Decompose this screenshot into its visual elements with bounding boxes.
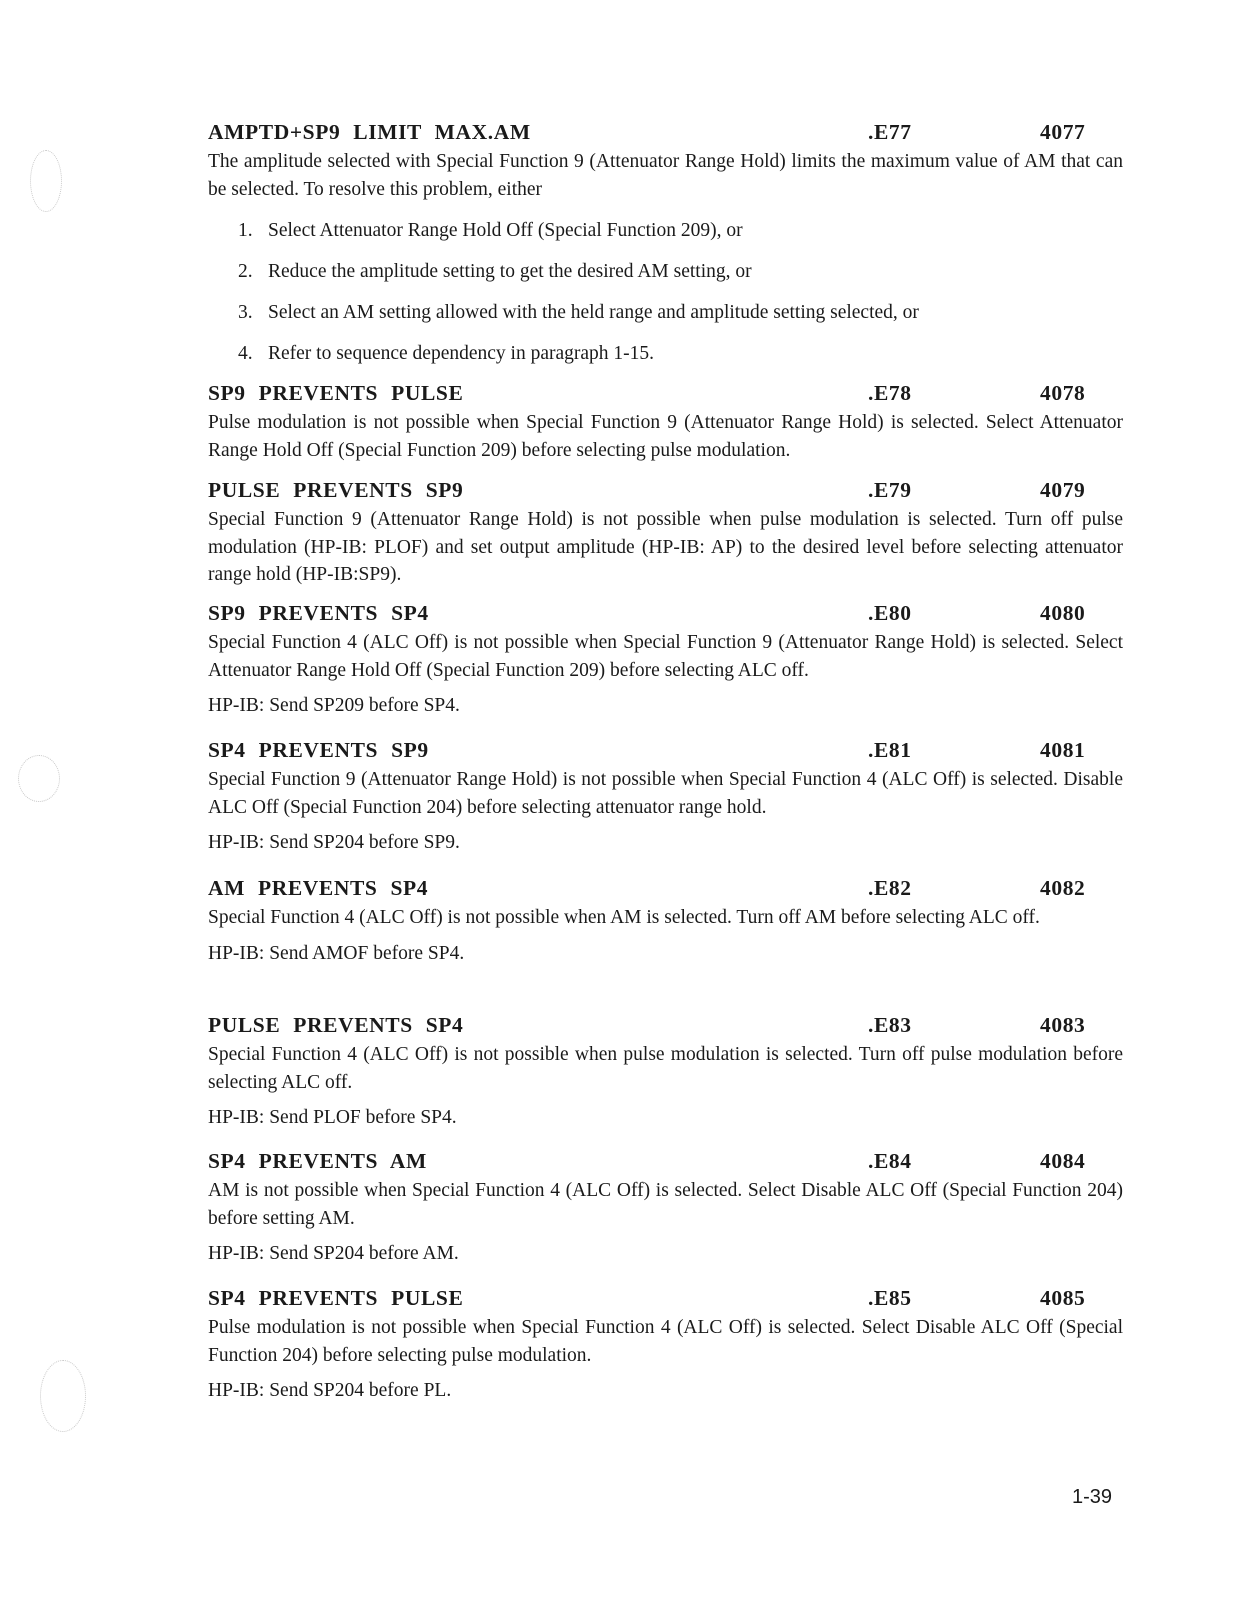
entry-title: SP9 PREVENTS PULSE [208,381,464,405]
entry-error-number: 4085 [1040,1286,1086,1310]
scan-artifact [40,1360,86,1432]
error-entry-e77 [208,120,1123,381]
entry-error-code: .E79 [868,478,912,502]
list-item-text: Reduce the amplitude setting to get the desired AM setting, or [268,261,752,282]
entry-error-number: 4084 [1040,1149,1086,1173]
entry-hpib-note: HP-IB: Send SP204 before AM. [208,1243,459,1264]
entry-hpib-note: HP-IB: Send SP209 before SP4. [208,695,460,716]
entry-heading [208,1013,1123,1041]
entry-error-number: 4078 [1040,381,1086,405]
entry-error-code: .E82 [868,876,912,900]
entry-hpib-note: HP-IB: Send PLOF before SP4. [208,1107,457,1128]
entry-error-number: 4080 [1040,601,1086,625]
entry-title: AM PREVENTS SP4 [208,876,429,900]
list-item-text: Select Attenuator Range Hold Off (Special Function 209), or [268,220,743,241]
entry-hpib-note: HP-IB: Send SP204 before SP9. [208,832,460,853]
entry-heading [208,1286,1123,1314]
entry-heading [208,478,1123,506]
list-item-text: Refer to sequence dependency in paragraph 1-15. [268,343,655,364]
entry-hpib-note: HP-IB: Send AMOF before SP4. [208,942,465,964]
entry-heading [208,381,1123,409]
list-item [208,299,1123,327]
entry-error-number: 4083 [1040,1013,1086,1037]
entry-title: SP4 PREVENTS SP9 [208,738,429,762]
scan-artifact [18,755,60,802]
list-item-number: 3. [238,302,253,323]
entry-description: Special Function 4 (ALC Off) is not possible when AM is selected. Turn off AM before selecting ALC off. [208,907,1040,928]
entry-error-code: .E80 [868,601,912,625]
list-item [208,340,1123,368]
error-entry-e84 [208,1149,1123,1268]
entry-title: SP4 PREVENTS PULSE [208,1286,464,1310]
list-item-number: 1. [238,220,253,241]
entry-description: Pulse modulation is not possible when Special Function 9 (Attenuator Range Hold) is selected. Select Attenuator Range Hold Off (Special Function 209) before selecting pulse modulation. [208,412,1123,461]
entry-error-code: .E78 [868,381,912,405]
entry-heading [208,876,1123,904]
scan-artifact [30,150,62,212]
entry-error-code: .E85 [868,1286,912,1310]
entry-heading [208,601,1123,629]
entry-heading [208,1149,1123,1177]
list-item-number: 2. [238,261,253,282]
entry-error-number: 4077 [1040,120,1086,144]
entry-description: Pulse modulation is not possible when Special Function 4 (ALC Off) is selected. Select Disable ALC Off (Special Function 204) before selecting pulse modulation. [208,1317,1123,1366]
list-item-text: Select an AM setting allowed with the held range and amplitude setting selected, or [268,302,919,323]
error-entry-e78 [208,381,1123,464]
error-entry-e80 [208,601,1123,720]
entry-heading [208,738,1123,766]
entry-heading [208,120,1123,148]
entry-title: SP9 PREVENTS SP4 [208,601,429,625]
entry-error-code: .E83 [868,1013,912,1037]
entry-description: The amplitude selected with Special Function 9 (Attenuator Range Hold) limits the maximum value of AM that can be selected. To resolve this problem, either [208,151,1123,200]
error-entry-e85 [208,1286,1123,1405]
entry-title: PULSE PREVENTS SP9 [208,478,464,502]
entry-error-number: 4079 [1040,478,1086,502]
list-item-number: 4. [238,343,253,364]
entry-title: SP4 PREVENTS AM [208,1149,427,1173]
error-entry-e81 [208,738,1123,857]
entry-error-code: .E81 [868,738,912,762]
resolution-list [208,217,1123,368]
entry-error-number: 4081 [1040,738,1086,762]
entry-description: AM is not possible when Special Function 4 (ALC Off) is selected. Select Disable ALC Off (Special Function 204) before setting AM. [208,1180,1123,1229]
entry-title: PULSE PREVENTS SP4 [208,1013,464,1037]
entry-description: Special Function 9 (Attenuator Range Hold) is not possible when Special Function 4 (ALC Off) is selected. Disable ALC Off (Special Function 204) before selecting attenuator range hold. [208,769,1123,818]
error-entry-e79 [208,478,1123,589]
entry-description: Special Function 4 (ALC Off) is not possible when pulse modulation is selected. Turn off pulse modulation before selecting ALC off. [208,1044,1123,1093]
entry-error-code: .E84 [868,1149,912,1173]
list-item [208,258,1123,286]
entry-error-number: 4082 [1040,876,1086,900]
error-entry-e83 [208,1013,1123,1132]
entry-title: AMPTD+SP9 LIMIT MAX.AM [208,120,531,144]
entry-description: Special Function 4 (ALC Off) is not possible when Special Function 9 (Attenuator Range Hold) is selected. Select Attenuator Range Hold Off (Special Function 209) before selecting ALC off. [208,632,1123,681]
entry-hpib-note: HP-IB: Send SP204 before PL. [208,1380,452,1401]
error-entry-e82 [208,876,1123,967]
entry-error-code: .E77 [868,120,912,144]
page-number: 1-39 [1072,1486,1113,1508]
entry-description: Special Function 9 (Attenuator Range Hold) is not possible when pulse modulation is selected. Turn off pulse modulation (HP-IB: PLOF) and set output amplitude (HP-IB: AP) to the desired level before selecting attenuator range hold (HP-IB:SP9). [208,509,1123,585]
list-item [208,217,1123,245]
